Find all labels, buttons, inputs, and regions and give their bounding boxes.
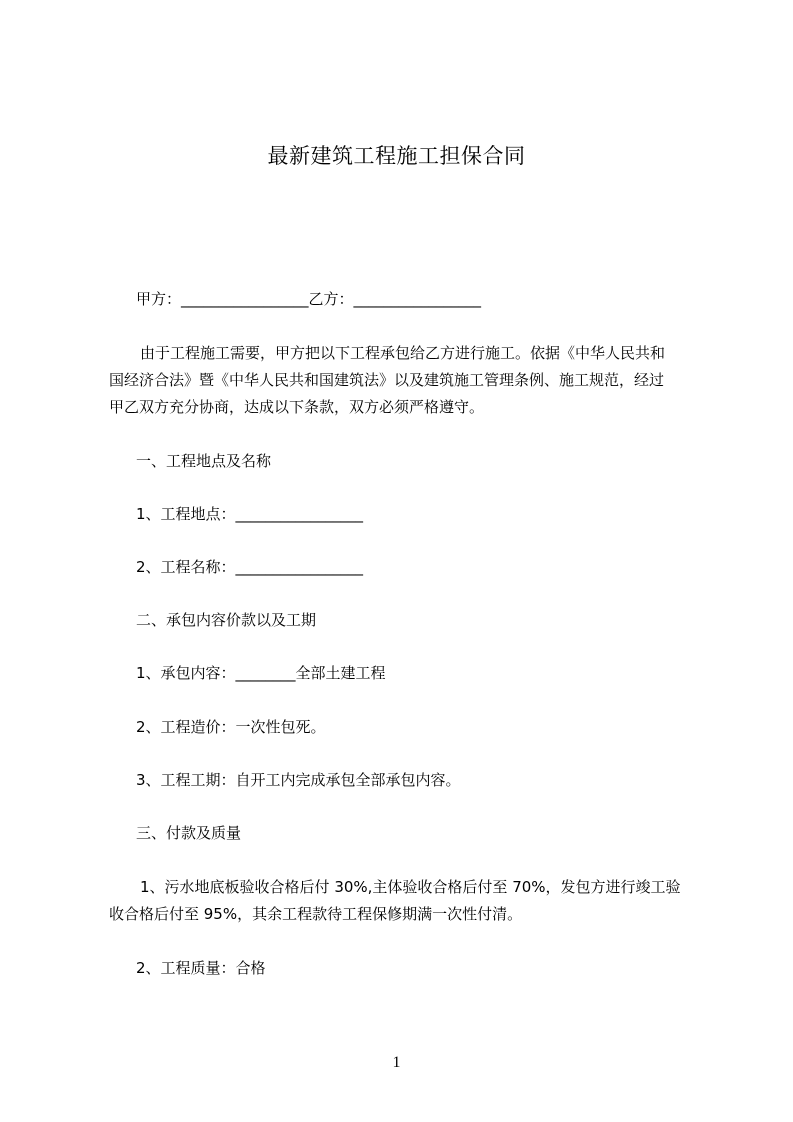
project-cost: 2、工程造价：一次性包死。	[136, 718, 326, 736]
document-title: 最新建筑工程施工担保合同	[267, 144, 526, 168]
intro-line-2: 国经济合法》暨《中华人民共和国建筑法》以及建筑施工管理条例、施工规范，经过	[109, 371, 665, 389]
intro-paragraph	[109, 340, 699, 421]
section-2-heading: 二、承包内容价款以及工期	[136, 611, 317, 629]
section-3-heading: 三、付款及质量	[136, 824, 242, 842]
project-quality: 2、工程质量：合格	[136, 959, 266, 977]
payment-line-2: 收合格后付至 95%，其余工程款待工程保修期满一次性付清。	[109, 905, 523, 923]
project-name: 2、工程名称：_________________	[136, 558, 364, 576]
section-1-heading: 一、工程地点及名称	[136, 452, 272, 470]
contract-scope: 1、承包内容：________全部土建工程	[136, 664, 386, 682]
intro-line-1: 由于工程施工需要，甲方把以下工程承包给乙方进行施工。依据《中华人民共和	[140, 344, 666, 362]
page-number: 1	[392, 1054, 401, 1071]
project-duration: 3、工程工期：自开工内完成承包全部承包内容。	[136, 771, 461, 789]
project-location: 1、工程地点：_________________	[136, 505, 364, 523]
payment-paragraph	[109, 874, 699, 928]
parties-line: 甲方：_________________乙方：_________________	[136, 290, 482, 308]
payment-line-1: 1、污水地底板验收合格后付 30%,主体验收合格后付至 70%，发包方进行竣工验	[140, 878, 681, 896]
intro-line-3: 甲乙双方充分协商，达成以下条款，双方必须严格遵守。	[109, 398, 485, 416]
